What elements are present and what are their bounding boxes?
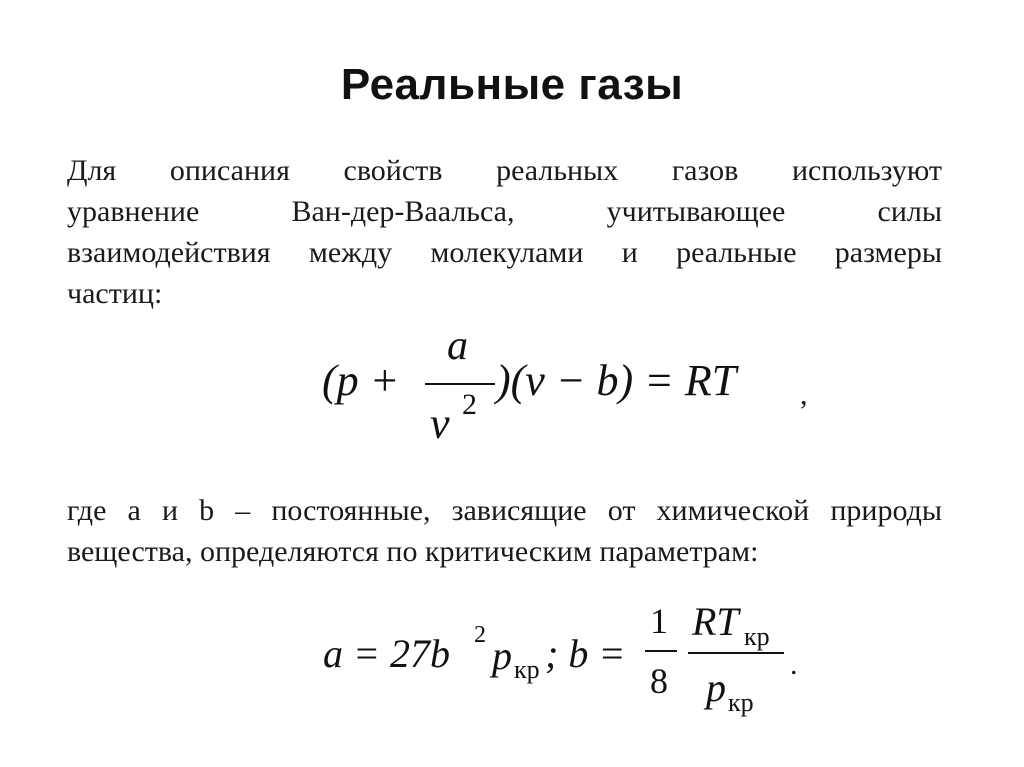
formula-lparen-p-plus: (p +: [322, 356, 400, 405]
formula-p-critical: p: [492, 633, 512, 678]
formula-exponent: 2: [462, 388, 477, 421]
formula-denominator-v: v: [430, 399, 450, 448]
text-line: взаимодействия между молекулами и реальные размеры: [67, 236, 942, 269]
formula-subscript-kr: кр: [728, 688, 754, 717]
formula-p-critical: p: [706, 665, 726, 710]
formula-period: .: [790, 648, 798, 681]
fraction-bar: [688, 652, 784, 654]
formula-numerator-a: a: [447, 323, 468, 369]
formula-a-eq: a = 27b: [323, 631, 450, 676]
text-line: где a и b – постоянные, зависящие от химической природы: [67, 494, 942, 527]
formula-comma: ,: [800, 378, 808, 411]
formula-exponent: 2: [474, 622, 486, 648]
text-line: вещества, определяются по критическим параметрам:: [67, 535, 759, 568]
formula-numerator-one: 1: [650, 601, 668, 641]
text-line: уравнение Ван-дер-Ваальса, учитывающее силы: [67, 195, 942, 228]
formula-subscript-kr: кр: [744, 622, 770, 651]
text-line: Для описания свойств реальных газов используют: [67, 154, 942, 187]
formula-rest: )(v − b) = RT: [496, 356, 737, 405]
formula-subscript-kr: кр: [514, 655, 540, 684]
slide-title: Реальные газы: [340, 60, 684, 109]
formula-semicolon-b-eq: ; b =: [545, 631, 626, 676]
text-line: частиц:: [67, 277, 163, 310]
formula-RT: RT: [692, 599, 739, 644]
formula-denominator-eight: 8: [650, 661, 668, 701]
fraction-bar: [645, 650, 677, 652]
